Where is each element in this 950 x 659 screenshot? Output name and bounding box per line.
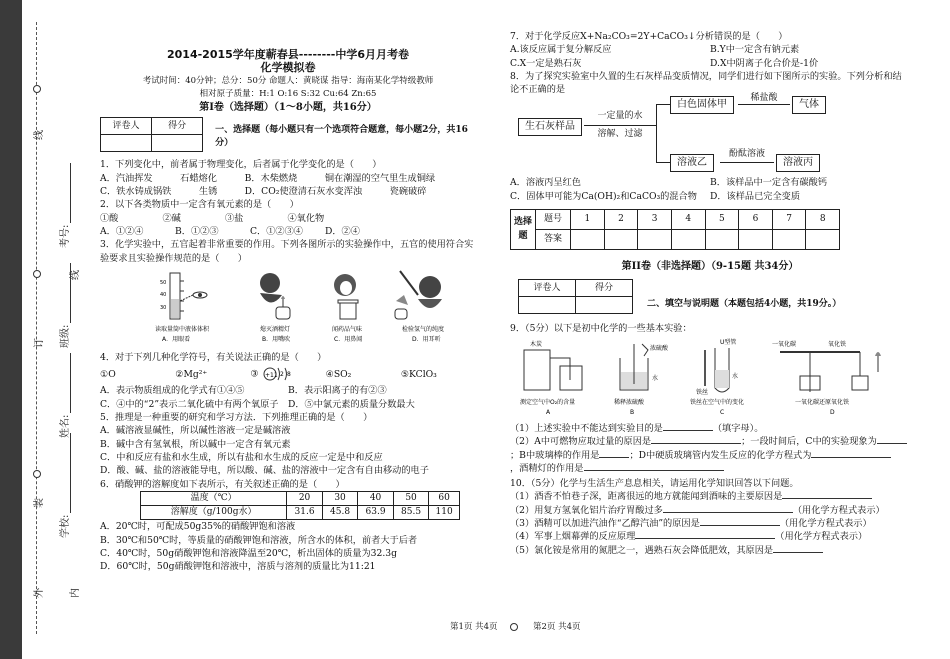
school-field[interactable] <box>56 433 71 538</box>
q4-symbol-2: ②Mg²⁺ <box>175 368 208 380</box>
q3-caption-d: 检验氢气的纯度 <box>402 325 445 333</box>
flow-arrow-3 <box>720 162 774 163</box>
q8-option-c: C．固体甲可能为Ca(OH)₂和CaCO₃的混合物 <box>510 190 697 202</box>
q3-stem: 3．化学实验中，五官起着非常重要的作用。下列各图所示的实验操作中，五官的使用符合实验要求且实验操作规范的是（ ） <box>100 239 474 264</box>
q10-5-text: （5）氯化铵是常用的氮肥之一，遇熟石灰会降低肥效，其原因是 <box>510 544 774 556</box>
q4-option-a: A．表示物质组成的化学式有①④⑤ <box>100 385 245 397</box>
q9-c-label-water: 水 <box>732 372 739 380</box>
school-label: 学校: <box>60 514 71 538</box>
answer-grid-num-label: 题号 <box>536 210 571 230</box>
right-page <box>510 30 910 610</box>
flow-gas: 气体 <box>792 96 826 113</box>
svg-text:8: 8 <box>286 371 291 379</box>
exam-subtitle: 化学模拟卷 <box>260 61 316 75</box>
part2-title: 第II卷（非选择题）（9-15题 共34分） <box>621 261 799 273</box>
q10-3-text-b: （用化学方程式表示） <box>779 518 872 530</box>
q1-stem: 1．下列变化中，前者属于物理变化，后者属于化学变化的是（ ） <box>100 159 382 171</box>
question-1 <box>100 158 476 198</box>
q2-item-2: ②碱 <box>162 212 181 224</box>
q4-symbol-1: ①O <box>100 368 116 380</box>
name-label: 姓名: <box>60 414 71 438</box>
q3-label-c: C．用鼻闻 <box>334 335 363 343</box>
binding-hole <box>33 270 41 278</box>
q4-symbol-4: ④SO₂ <box>325 368 352 380</box>
q9-b-label-acid: 浓硫酸 <box>650 344 669 352</box>
solubility-table-head: 60 <box>429 491 460 505</box>
atomic-mass-info: 相对原子质量：H:1 O:16 S:32 Cu:64 Zn:65 <box>199 88 377 99</box>
q9-letter-d: D <box>830 408 835 416</box>
q9-a-label: 木炭 <box>530 340 543 348</box>
answer-grid-num: 1 <box>571 210 605 230</box>
q10-4-text: （4）军事上烟幕弹的反应原理 <box>510 531 636 543</box>
flow-acid: 稀盐酸 <box>750 93 778 104</box>
seal-char-zhuang: 装 <box>34 498 45 508</box>
answer-blank[interactable] <box>584 470 724 471</box>
solubility-table <box>140 491 460 521</box>
flow-arrow-1 <box>584 125 656 126</box>
q4-option-c: C．④中的“2”表示二氧化硫中有两个氧原子 <box>100 398 279 410</box>
q9-figure-b <box>620 344 669 390</box>
score-cell[interactable] <box>152 135 203 152</box>
score-box-2 <box>518 279 633 314</box>
solubility-table-cell: 85.5 <box>393 506 429 520</box>
seal-char-xian: 线 <box>34 130 45 140</box>
q4-option-d: D．⑤中氯元素的质量分数最大 <box>288 398 415 410</box>
answer-blank[interactable] <box>663 512 793 513</box>
svg-text:50: 50 <box>160 279 167 286</box>
score-head-grader: 评卷人 <box>101 118 152 135</box>
class-field[interactable] <box>56 263 71 348</box>
score-head-grader: 评卷人 <box>519 280 576 297</box>
grader-cell[interactable] <box>519 297 576 314</box>
answer-blank[interactable] <box>773 552 823 553</box>
answer-grid-num: 8 <box>806 210 840 230</box>
question-3 <box>100 238 476 351</box>
q9-d-label-fe2o3: 氧化铁 <box>828 340 847 348</box>
answer-cell[interactable] <box>604 230 638 250</box>
q6-option-a: A．20℃时，可配成50g35%的硝酸钾饱和溶液 <box>100 521 296 533</box>
q2-option-c: C．①②③④ <box>250 225 303 237</box>
q9-figure <box>510 336 910 418</box>
question-9 <box>510 322 910 475</box>
q9-2-text-c: ；一段时间后，C中的实验现象为 <box>741 436 877 448</box>
q8-stem: 8．为了探究实验室中久置的生石灰样品变质情况，同学们进行如下图所示的实验。下列分析和结论不正确的是 <box>510 70 902 96</box>
q5-option-a: A．碱溶液显碱性，所以碱性溶液一定是碱溶液 <box>100 425 291 437</box>
solubility-table-head: 20 <box>287 491 323 505</box>
page-divider-dot <box>510 623 518 631</box>
q10-1-text: （1）酒香不怕巷子深，距离很远的地方就能闻到酒味的主要原因是 <box>510 491 783 503</box>
q4-symbol-3: ③ +11 2 8 <box>250 365 325 383</box>
q7-option-a: A.该反应属于复分解反应 <box>510 44 612 56</box>
svg-text:30: 30 <box>160 304 167 311</box>
q8-option-a: A．溶液丙呈红色 <box>510 177 581 189</box>
solubility-table-head: 40 <box>358 491 394 505</box>
part1-title: 第Ⅰ卷（选择题）（1～8小题，共16分） <box>199 102 377 114</box>
score-head-score: 得分 <box>576 280 633 297</box>
seal-dashed-line <box>36 22 37 634</box>
q3-caption-b: 熄灭酒精灯 <box>260 325 291 333</box>
answer-cell[interactable] <box>739 230 773 250</box>
q5-option-c: C．中和反应有盐和水生成，所以有盐和水生成的反应一定是中和反应 <box>100 451 383 463</box>
q2-option-b: B．①②③ <box>175 225 219 237</box>
exam-title: 2014-2015学年度蕲春县--------中学6月月考卷 <box>167 48 409 61</box>
flow-step-bottom: 溶解、过滤 <box>597 129 643 140</box>
exam-info: 考试时间：40分钟；总分：50分 命题人：黄晓谋 指导：海南某化学特级教师 <box>142 75 434 86</box>
q10-4-text-b: （用化学方程式表示） <box>775 531 868 543</box>
solubility-table-cell: 63.9 <box>358 506 394 520</box>
answer-grid-num: 3 <box>638 210 672 230</box>
q9-figure-d <box>772 340 881 392</box>
q9-c-label-iron: 铁丝 <box>696 388 709 396</box>
q9-4-text: ，酒精灯的作用是 <box>510 462 584 474</box>
svg-text:2: 2 <box>279 371 284 379</box>
seal-char-ding: 订 <box>34 338 45 348</box>
answer-blank[interactable] <box>599 457 629 458</box>
class-label: 班级: <box>60 324 71 348</box>
answer-blank[interactable] <box>811 457 891 458</box>
q2-option-d: D．②④ <box>325 225 360 237</box>
answer-grid-num: 2 <box>604 210 638 230</box>
solubility-table-cell: 溶解度（g/100g水） <box>141 506 287 520</box>
flow-step-top: 一定量的水 <box>597 111 643 122</box>
solubility-table-cell: 31.6 <box>287 506 323 520</box>
answer-blank[interactable] <box>782 498 872 499</box>
solubility-table-head: 50 <box>393 491 429 505</box>
score-box <box>100 117 203 152</box>
binding-hole <box>33 85 41 93</box>
q3-caption-a: 读取量筒中液体体积 <box>155 325 210 333</box>
q3-figure-d <box>395 271 442 319</box>
q9-figure-c <box>696 338 738 396</box>
solubility-table-head: 30 <box>322 491 358 505</box>
flow-solid: 白色固体甲 <box>670 96 734 113</box>
answer-grid-num: 4 <box>671 210 705 230</box>
q9-3-text: ；D中硬质玻璃管内发生反应的化学方程式为 <box>629 449 812 461</box>
seal-char-nei: 内 <box>70 588 81 598</box>
q9-letter-b: B <box>630 408 635 416</box>
q3-figure-c <box>334 274 358 319</box>
q5-option-b: B．碱中含有氢氧根，所以碱中一定含有氧元素 <box>100 438 291 450</box>
q9-letter-c: C <box>720 408 725 416</box>
seal-char-xian-inner: 线 <box>70 270 81 280</box>
answer-blank[interactable] <box>663 430 713 431</box>
q9-caption-c: 铁丝在空气中的变化 <box>690 398 745 406</box>
flow-arrow-2 <box>738 104 790 105</box>
page-footer-right: 第2页 共4页 <box>533 622 581 632</box>
question-4 <box>100 351 476 411</box>
q3-label-d: D．用耳听 <box>412 335 441 343</box>
q8-option-d: D．该样品已完全变质 <box>710 190 801 202</box>
q6-option-c: C．40℃时，50g硝酸钾饱和溶液降温至20℃，析出固体的质量为32.3g <box>100 548 398 560</box>
q2-item-3: ③盐 <box>225 212 244 224</box>
question-5 <box>100 411 476 477</box>
q9-1-text-b: （填字母）。 <box>712 422 764 434</box>
atom-structure-diagram <box>262 365 296 383</box>
score-head-score: 得分 <box>152 118 203 135</box>
q8-option-b: B．该样品中一定含有碳酸钙 <box>710 177 828 189</box>
flow-solution-b: 溶液丙 <box>776 154 820 171</box>
flow-indicator: 酚酞溶液 <box>728 149 765 160</box>
q6-option-d: D．60℃时，50g硝酸钾饱和溶液中，溶质与溶剂的质量比为11:21 <box>100 561 376 573</box>
q2-item-4: ④氧化物 <box>287 212 325 224</box>
q6-option-b: B．30℃和50℃时，等质量的硝酸钾饱和溶液，所含水的体积，前者大于后者 <box>100 534 418 546</box>
seal-margin <box>22 0 90 659</box>
q9-caption-a: 测定空气中O₂的含量 <box>520 398 576 406</box>
q9-stem: 9．（5分）以下是初中化学的一些基本实验： <box>510 323 692 335</box>
q10-3-text: （3）酒精可以加进汽油作“乙醇汽油”的原因是 <box>510 518 700 530</box>
answer-cell[interactable] <box>806 230 840 250</box>
answer-blank[interactable] <box>877 443 907 444</box>
q5-stem: 5．推理是一种重要的研究和学习方法．下列推理正确的是（ ） <box>100 412 373 424</box>
q1-option-c: C．铁水铸成锅铁 生锈 <box>100 186 218 198</box>
q4-stem: 4．对于下列几种化学符号，有关说法正确的是（ ） <box>100 352 327 364</box>
q3-figure-b <box>260 273 290 319</box>
q7-stem: 7．对于化学反应X+Na₂CO₃=2Y+CaCO₃↓分析错误的是（ ） <box>510 31 788 42</box>
q10-2-text: （2）用复方氢氧化铝片治疗胃酸过多 <box>510 504 663 516</box>
question-8 <box>510 70 910 203</box>
answer-grid-num: 5 <box>705 210 739 230</box>
q2-stem: 2．以下各类物质中一定含有氧元素的是（ ） <box>100 199 299 211</box>
solubility-table-head: 温度（℃） <box>141 491 287 505</box>
solubility-table-cell: 110 <box>429 506 460 520</box>
answer-cell[interactable] <box>638 230 672 250</box>
answer-grid-ans-label: 答案 <box>536 230 571 250</box>
q9-b-label-water: 水 <box>652 374 659 382</box>
answer-blank[interactable] <box>700 525 780 526</box>
question-2 <box>100 198 476 238</box>
exam-no-label: 考号: <box>60 224 71 248</box>
seal-char-wai: 外 <box>34 588 45 598</box>
q3-figure-a <box>160 273 207 319</box>
q9-c-label-u: U型管 <box>720 338 737 346</box>
q5-option-d: D．酸、碱、盐的溶液能导电，所以酸、碱、盐的溶液中一定含有自由移动的电子 <box>100 465 429 477</box>
q1-option-a: A．汽油挥发 石蜡熔化 <box>100 172 217 184</box>
answer-blank[interactable] <box>651 443 741 444</box>
question-10 <box>510 477 910 557</box>
q9-figure-a <box>524 340 582 390</box>
q7-option-c: C.X一定是熟石灰 <box>510 57 582 69</box>
answer-grid <box>510 209 840 250</box>
q9-2-text-b: ；B中玻璃棒的作用是 <box>510 449 600 461</box>
flow-diagram <box>510 93 910 170</box>
q2-item-1: ①酸 <box>100 212 119 224</box>
q9-caption-d: 一氧化碳还原氧化铁 <box>795 398 850 406</box>
q7-option-b: B.Y中一定含有钠元素 <box>710 44 800 56</box>
question-6 <box>100 478 476 574</box>
solubility-table-cell: 45.8 <box>322 506 358 520</box>
answer-grid-label: 选择题 <box>511 210 536 250</box>
q1-option-b: B．木柴燃烧 铜在潮湿的空气里生成铜绿 <box>244 172 436 184</box>
svg-text:+11: +11 <box>264 372 278 380</box>
q1-option-d: D．CO₂使澄清石灰水变浑浊 瓷碗破碎 <box>244 186 427 198</box>
q6-stem: 6．硝酸钾的溶解度如下表所示，有关叙述正确的是（ ） <box>100 478 345 490</box>
q9-2-text: （2）A中可燃物应取过量的原因是 <box>510 436 652 448</box>
binding-strip <box>0 0 22 659</box>
q9-letter-a: A <box>546 408 551 416</box>
q10-stem: 10．（5分）化学与生活生产息息相关，请运用化学知识回答以下问题。 <box>510 478 799 490</box>
q10-2-text-b: （用化学方程式表示） <box>792 504 885 516</box>
flow-solution-a: 溶液乙 <box>670 154 714 171</box>
svg-text:40: 40 <box>160 291 167 298</box>
q3-figure <box>100 265 476 347</box>
section2-heading: 二、填空与说明题（本题包括4小题，共19分。） <box>647 299 842 310</box>
binding-hole <box>33 470 41 478</box>
exam-no-field[interactable] <box>56 163 71 248</box>
q2-option-a: A．①②④ <box>100 225 144 237</box>
answer-cell[interactable] <box>772 230 806 250</box>
page-footer-left: 第1页 共4页 <box>450 622 498 632</box>
left-page <box>100 48 476 608</box>
q3-label-a: A．用眼看 <box>162 335 191 343</box>
grader-cell[interactable] <box>101 135 152 152</box>
answer-cell[interactable] <box>571 230 605 250</box>
name-field[interactable] <box>56 353 71 438</box>
q9-d-label-co: 一氧化碳 <box>772 340 797 348</box>
q7-option-d: D.X中阴离子化合价是-1价 <box>710 57 819 69</box>
answer-grid-num: 6 <box>739 210 773 230</box>
flow-sample: 生石灰样品 <box>518 118 582 135</box>
answer-grid-num: 7 <box>772 210 806 230</box>
score-cell[interactable] <box>576 297 633 314</box>
q9-1-text: （1）上述实验中不能达到实验目的是 <box>510 422 663 434</box>
q4-symbol-5: ⑤KClO₃ <box>400 368 437 380</box>
answer-blank[interactable] <box>635 538 775 539</box>
section1-heading: 一、选择题（每小题只有一个选项符合题意，每小题2分，共16分） <box>215 124 468 149</box>
q3-caption-c: 闻药品气味 <box>332 325 363 333</box>
answer-cell[interactable] <box>705 230 739 250</box>
answer-cell[interactable] <box>671 230 705 250</box>
q4-option-b: B．表示阳离子的有②③ <box>288 385 387 397</box>
q3-label-b: B．用嘴吹 <box>262 335 291 343</box>
q9-caption-b: 稀释浓硫酸 <box>614 398 645 406</box>
question-7 <box>510 30 910 70</box>
